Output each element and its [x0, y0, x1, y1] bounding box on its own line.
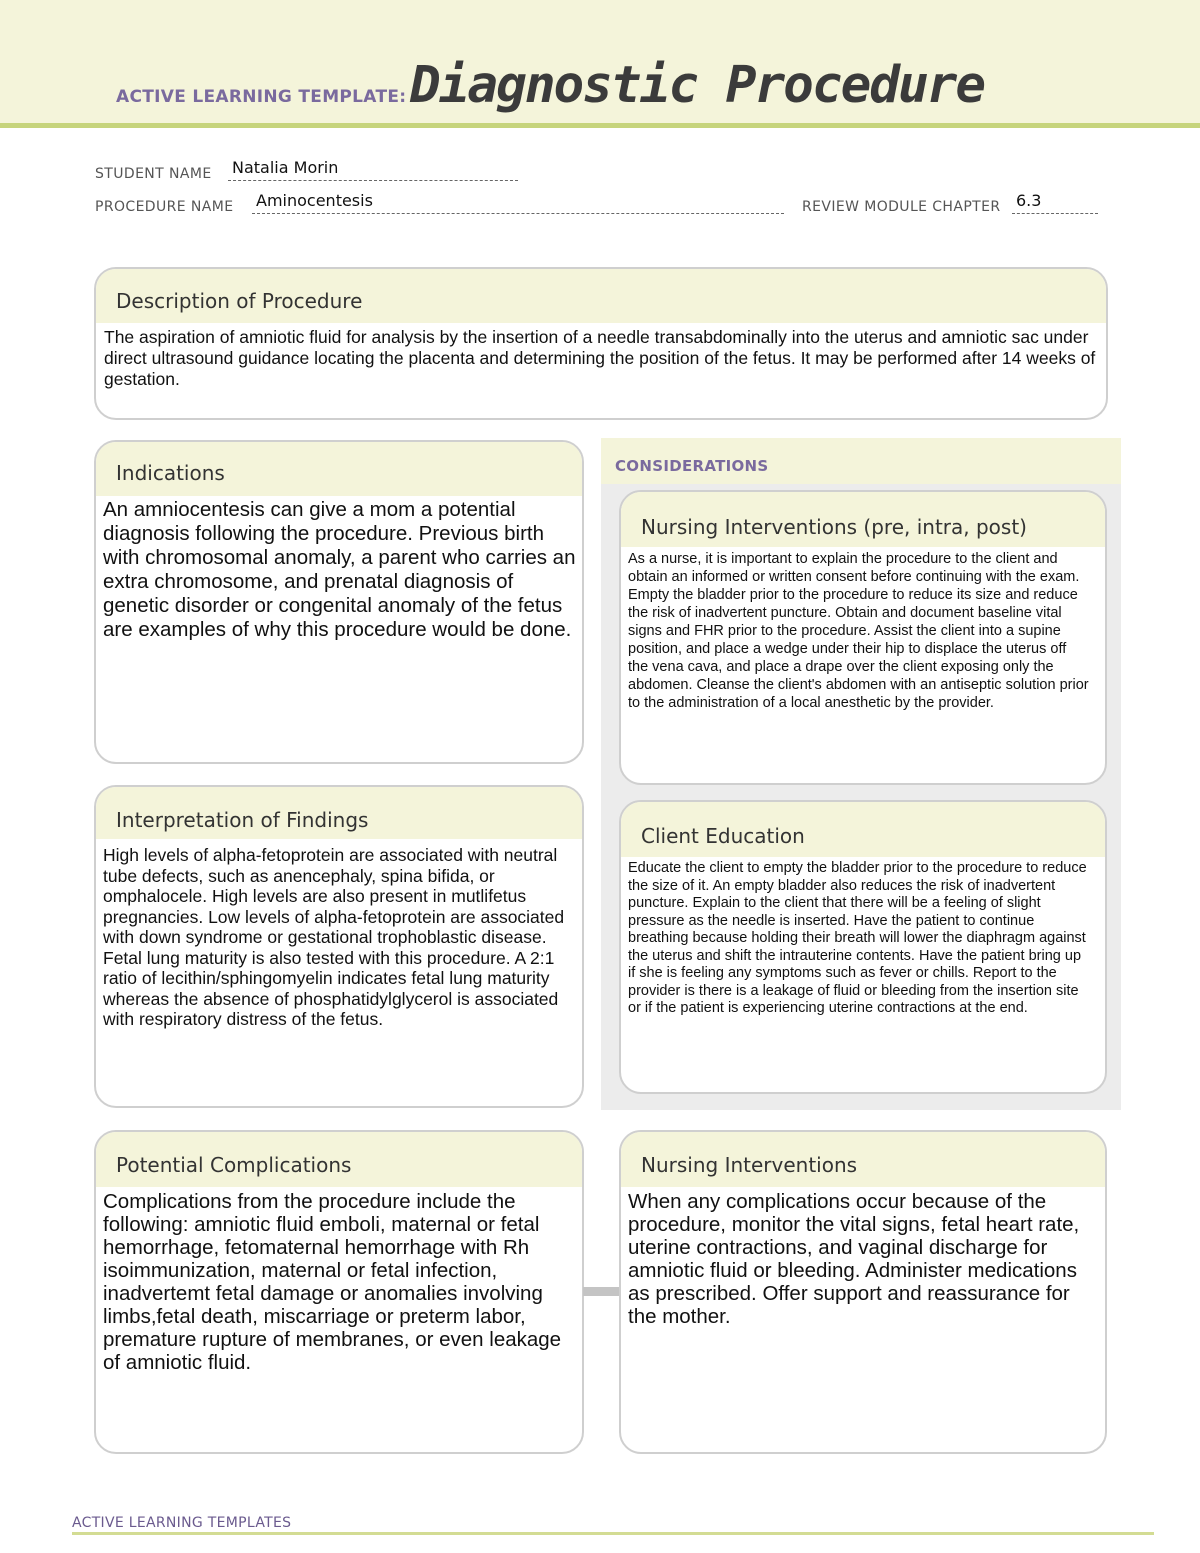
complications-heading: Potential Complications — [96, 1132, 582, 1187]
header-rule — [0, 123, 1200, 128]
client-education-heading: Client Education — [621, 802, 1105, 857]
nursing-interventions-box — [619, 1130, 1107, 1454]
review-module-field[interactable]: 6.3 — [1016, 191, 1042, 210]
procedure-name-line — [252, 213, 784, 214]
nursing-pre-intra-post-box — [619, 490, 1107, 785]
template-label: ACTIVE LEARNING TEMPLATE: — [116, 87, 407, 107]
interpretation-heading: Interpretation of Findings — [96, 787, 582, 839]
page-title: Diagnostic Procedure — [410, 56, 985, 115]
considerations-title: CONSIDERATIONS — [615, 457, 769, 475]
client-education-box — [619, 800, 1107, 1094]
student-name-line — [228, 180, 518, 181]
footer-rule — [72, 1532, 1154, 1535]
nursing-pre-intra-post-heading: Nursing Interventions (pre, intra, post) — [621, 492, 1105, 547]
review-module-label: REVIEW MODULE CHAPTER — [802, 199, 1001, 215]
procedure-name-field[interactable]: Aminocentesis — [256, 191, 373, 210]
student-name-label: STUDENT NAME — [95, 166, 212, 182]
nursing-interventions-body[interactable]: When any complications occur because of the procedure, monitor the vital signs, fetal heart rate, uterine contractions, and vaginal discharge for amniotic fluid or bleeding. Administer medications as prescribed. Offer support and reassurance for the mother. — [628, 1190, 1080, 1328]
student-name-field[interactable]: Natalia Morin — [232, 158, 339, 177]
client-education-body[interactable]: Educate the client to empty the bladder prior to the procedure to reduce the size of it. An empty bladder also reduces the risk of inadvertent puncture. Explain to the client that there will be a feeling of slight pressure as the needle is inserted. Have the patient to continue breathing because holding their breath will lower the diaphragm against the uterus and shift the intrauterine contents. Have the patient bring up if she is feeling any symptoms such as fever or chills. Report to the provider is there is a leakage of fluid or bleeding from the insertion site or if the patient is experiencing uterine contractions at the end. — [628, 860, 1087, 1016]
review-module-line — [1012, 213, 1098, 214]
indications-heading: Indications — [96, 442, 582, 496]
procedure-name-label: PROCEDURE NAME — [95, 199, 234, 215]
nursing-interventions-heading: Nursing Interventions — [621, 1132, 1105, 1187]
footer-label: ACTIVE LEARNING TEMPLATES — [72, 1515, 292, 1531]
description-box — [94, 267, 1108, 420]
complications-body[interactable]: Complications from the procedure include the following: amniotic fluid emboli, maternal or fetal hemorrhage, fetomaternal hemorrhage with Rh isoimmunization, maternal or fetal infection, inadvertemt fetal damage or anomalies involving limbs,fetal death, miscarriage or preterm labor, premature rupture of membranes, or even leakage of amniotic fluid. — [103, 1190, 562, 1374]
interpretation-box — [94, 785, 584, 1108]
interpretation-body[interactable]: High levels of alpha-fetoprotein are associated with neutral tube defects, such as anencephaly, spina bifida, or omphalocele. High levels are also present in mutlifetus pregnancies. Low levels of alpha-fetoprotein are associated with down syndrome or gestational trophoblastic disease. Fetal lung maturity is also tested with this procedure. A 2:1 ratio of lecithin/sphingomyelin indicates fetal lung maturity whereas the absence of phosphatidylglycerol is associated with respiratory distress of the fetus. — [103, 845, 565, 1029]
complications-box — [94, 1130, 584, 1454]
indications-body[interactable]: An amniocentesis can give a mom a potential diagnosis following the procedure. Previous birth with chromosomal anomaly, a parent who carries an extra chromosome, and prenatal diagnosis of genetic disorder or congenital anomaly of the fetus are examples of why this procedure would be done. — [103, 498, 576, 641]
description-body[interactable]: The aspiration of amniotic fluid for analysis by the insertion of a needle transabdominally into the uterus and amniotic sac under direct ultrasound guidance locating the placenta and determining the position of the fetus. It may be performed after 14 weeks of gestation. — [104, 327, 1096, 389]
indications-box — [94, 440, 584, 764]
nursing-pre-intra-post-body[interactable]: As a nurse, it is important to explain the procedure to the client and obtain an informed or written consent before continuing with the exam. Empty the bladder prior to the procedure to reduce its size and reduce the risk of inadvertent puncture. Obtain and document baseline vital signs and FHR prior to the procedure. Assist the client into a supine position, and place a wedge under their hip to displace the uterus off the vena cava, and place a drape over the client exposing only the abdomen. Cleanse the client's abdomen with an antiseptic solution prior to the administration of a local anesthetic by the provider. — [628, 551, 1089, 711]
connector-bar — [583, 1287, 619, 1296]
description-heading: Description of Procedure — [96, 269, 1106, 323]
